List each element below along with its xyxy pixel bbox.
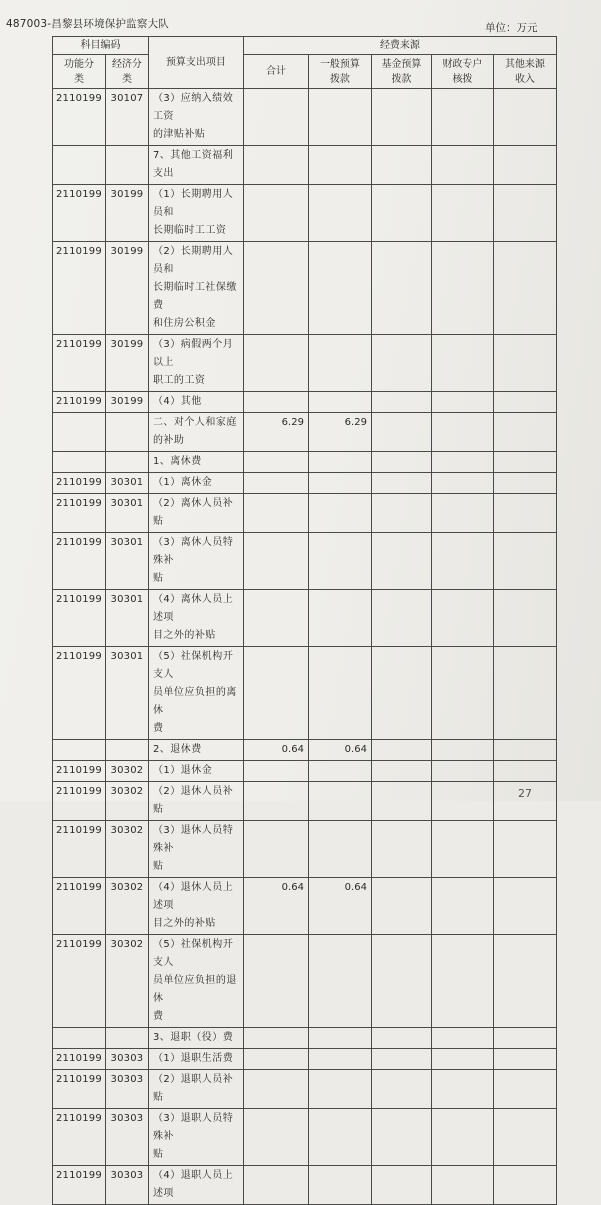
total-cell	[243, 782, 308, 821]
total-cell	[243, 533, 308, 590]
item-cell	[148, 761, 243, 782]
special-cell	[431, 533, 493, 590]
func-code-cell: 2110199	[53, 1109, 106, 1166]
item-cell	[148, 413, 243, 452]
item-line: （4）其他	[152, 396, 202, 407]
total-cell	[243, 452, 308, 473]
fund-cell	[371, 452, 431, 473]
general-cell: 6.29	[308, 413, 371, 452]
item-line: （1）退职生活费	[152, 1053, 234, 1064]
general-cell	[308, 821, 371, 878]
item-cell	[148, 878, 243, 935]
general-cell	[308, 494, 371, 533]
item-cell	[148, 473, 243, 494]
item-line: （3）应纳入绩效工资	[152, 93, 234, 122]
table-row	[53, 761, 557, 782]
table-row	[53, 89, 557, 146]
item-line: （3）退休人员特殊补	[152, 825, 234, 854]
special-cell	[431, 935, 493, 1028]
total-cell: 6.29	[243, 413, 308, 452]
item-line: 二、对个人和家庭	[152, 417, 237, 428]
other-cell	[493, 392, 556, 413]
table-row	[53, 533, 557, 590]
item-line: 员单位应负担的退休	[152, 975, 237, 1004]
general-cell	[308, 935, 371, 1028]
econ-code-cell: 30301	[105, 590, 148, 647]
special-cell	[431, 761, 493, 782]
econ-code-cell: 30199	[105, 185, 148, 242]
func-code-cell: 2110199	[53, 1049, 106, 1070]
econ-code-cell: 30303	[105, 1109, 148, 1166]
item-cell	[148, 1049, 243, 1070]
econ-code-cell: 30302	[105, 782, 148, 821]
econ-code-cell: 30303	[105, 1070, 148, 1109]
item-line: 2、退休费	[152, 744, 202, 755]
item-line: （2）长期聘用人员和	[152, 246, 234, 275]
other-cell	[493, 590, 556, 647]
general-cell	[308, 1109, 371, 1166]
general-cell	[308, 647, 371, 740]
special-cell	[431, 1166, 493, 1205]
total-cell	[243, 185, 308, 242]
item-line: 7、其他工资福利支出	[152, 150, 234, 179]
special-header: 财政专户 核拨	[431, 55, 493, 89]
general-cell: 0.64	[308, 740, 371, 761]
total-cell	[243, 242, 308, 335]
other-cell	[493, 242, 556, 335]
func-code-cell: 2110199	[53, 878, 106, 935]
special-cell	[431, 1049, 493, 1070]
table-row	[53, 1166, 557, 1205]
funding-source-header: 经费来源	[243, 37, 556, 55]
fund-cell	[371, 146, 431, 185]
general-cell	[308, 590, 371, 647]
total-cell	[243, 1049, 308, 1070]
fund-cell	[371, 590, 431, 647]
item-line: （2）退职人员补贴	[152, 1074, 234, 1103]
fund-cell	[371, 242, 431, 335]
econ-code-cell: 30301	[105, 473, 148, 494]
page-number: 27	[518, 787, 532, 800]
general-cell	[308, 1070, 371, 1109]
item-line: 的津贴补贴	[152, 129, 206, 140]
econ-code-cell	[105, 413, 148, 452]
func-header: 功能分 类	[53, 55, 106, 89]
fund-cell	[371, 740, 431, 761]
fund-cell	[371, 821, 431, 878]
func-code-cell: 2110199	[53, 242, 106, 335]
total-cell	[243, 89, 308, 146]
general-cell	[308, 392, 371, 413]
fund-cell	[371, 413, 431, 452]
item-line: 3、退职（役）费	[152, 1032, 234, 1043]
item-line: 目之外的补贴	[152, 630, 216, 641]
table-row	[53, 146, 557, 185]
econ-code-cell: 30302	[105, 935, 148, 1028]
fund-header: 基金预算 拨款	[371, 55, 431, 89]
other-cell	[493, 1166, 556, 1205]
general-header: 一般预算 拨款	[308, 55, 371, 89]
general-cell	[308, 452, 371, 473]
item-cell	[148, 494, 243, 533]
unit-label: 单位：万元	[485, 22, 538, 34]
item-cell	[148, 89, 243, 146]
econ-code-cell: 30303	[105, 1049, 148, 1070]
func-code-cell: 2110199	[53, 761, 106, 782]
econ-code-cell	[105, 146, 148, 185]
other-cell	[493, 740, 556, 761]
fund-cell	[371, 533, 431, 590]
fund-cell	[371, 878, 431, 935]
item-cell	[148, 782, 243, 821]
table-row	[53, 1028, 557, 1049]
special-cell	[431, 1109, 493, 1166]
item-line: （1）离休金	[152, 477, 213, 488]
special-cell	[431, 782, 493, 821]
table-row	[53, 335, 557, 392]
total-cell: 0.64	[243, 740, 308, 761]
item-line: 和住房公积金	[152, 318, 216, 329]
general-cell	[308, 146, 371, 185]
table-body	[53, 89, 557, 1205]
fund-cell	[371, 782, 431, 821]
total-cell	[243, 473, 308, 494]
func-code-cell: 2110199	[53, 335, 106, 392]
general-cell	[308, 533, 371, 590]
general-cell	[308, 782, 371, 821]
econ-code-cell: 30301	[105, 533, 148, 590]
item-line: 1、离休费	[152, 456, 202, 467]
other-cell	[493, 533, 556, 590]
other-cell	[493, 1070, 556, 1109]
econ-code-cell: 30199	[105, 242, 148, 335]
func-code-cell: 2110199	[53, 185, 106, 242]
econ-code-cell: 30301	[105, 494, 148, 533]
item-line: （2）退休人员补贴	[152, 786, 234, 815]
func-code-cell: 2110199	[53, 494, 106, 533]
econ-header: 经济分 类	[105, 55, 148, 89]
item-cell	[148, 935, 243, 1028]
fund-cell	[371, 185, 431, 242]
item-line: （1）退休金	[152, 765, 213, 776]
item-cell	[148, 821, 243, 878]
general-cell	[308, 761, 371, 782]
total-cell	[243, 935, 308, 1028]
general-cell: 0.64	[308, 878, 371, 935]
total-cell	[243, 392, 308, 413]
item-line: 职工的工资	[152, 375, 206, 386]
table-row	[53, 782, 557, 821]
func-code-cell	[53, 1028, 106, 1049]
item-cell	[148, 335, 243, 392]
econ-code-cell: 30302	[105, 878, 148, 935]
unit-name: 487003-昌黎县环境保护监察大队	[6, 18, 169, 30]
general-cell	[308, 1028, 371, 1049]
func-code-cell: 2110199	[53, 473, 106, 494]
econ-code-cell: 30199	[105, 335, 148, 392]
fund-cell	[371, 761, 431, 782]
other-cell	[493, 935, 556, 1028]
table-row	[53, 473, 557, 494]
item-line: 长期临时工工资	[152, 225, 227, 236]
total-cell	[243, 335, 308, 392]
item-line: （3）退职人员特殊补	[152, 1113, 234, 1142]
func-code-cell	[53, 740, 106, 761]
other-cell	[493, 1028, 556, 1049]
func-code-cell: 2110199	[53, 89, 106, 146]
item-line: （3）离休人员特殊补	[152, 537, 234, 566]
special-cell	[431, 1028, 493, 1049]
item-line: 费	[152, 1011, 164, 1022]
special-cell	[431, 89, 493, 146]
item-line: （4）离休人员上述项	[152, 594, 234, 623]
special-cell	[431, 473, 493, 494]
fund-cell	[371, 473, 431, 494]
budget-table	[52, 36, 557, 1205]
fund-cell	[371, 1028, 431, 1049]
other-cell	[493, 89, 556, 146]
table-row	[53, 1070, 557, 1109]
general-cell	[308, 89, 371, 146]
general-cell	[308, 1049, 371, 1070]
special-cell	[431, 452, 493, 473]
func-code-cell	[53, 452, 106, 473]
total-cell: 0.64	[243, 878, 308, 935]
table-row	[53, 185, 557, 242]
special-cell	[431, 242, 493, 335]
func-code-cell: 2110199	[53, 821, 106, 878]
other-cell	[493, 494, 556, 533]
general-cell	[308, 335, 371, 392]
item-cell	[148, 1166, 243, 1205]
total-cell	[243, 647, 308, 740]
econ-code-cell	[105, 452, 148, 473]
item-line: （1）长期聘用人员和	[152, 189, 234, 218]
fund-cell	[371, 1070, 431, 1109]
fund-cell	[371, 1109, 431, 1166]
table-row	[53, 878, 557, 935]
other-cell	[493, 473, 556, 494]
item-cell	[148, 452, 243, 473]
fund-cell	[371, 1166, 431, 1205]
item-header: 预算支出项目	[148, 37, 243, 89]
func-code-cell: 2110199	[53, 935, 106, 1028]
econ-code-cell: 30301	[105, 647, 148, 740]
table-row	[53, 590, 557, 647]
func-code-cell: 2110199	[53, 1166, 106, 1205]
table-row	[53, 935, 557, 1028]
item-cell	[148, 647, 243, 740]
special-cell	[431, 740, 493, 761]
table-header	[53, 37, 557, 89]
special-cell	[431, 590, 493, 647]
special-cell	[431, 413, 493, 452]
item-line: （5）社保机构开支人	[152, 939, 234, 968]
other-cell	[493, 146, 556, 185]
item-cell	[148, 1109, 243, 1166]
fund-cell	[371, 89, 431, 146]
item-line: 的补助	[152, 435, 185, 446]
func-code-cell	[53, 146, 106, 185]
item-line: （4）退休人员上述项	[152, 882, 234, 911]
other-cell	[493, 185, 556, 242]
func-code-cell: 2110199	[53, 1070, 106, 1109]
econ-code-cell: 30199	[105, 392, 148, 413]
econ-code-cell: 30302	[105, 821, 148, 878]
econ-code-cell: 30302	[105, 761, 148, 782]
econ-code-cell: 30303	[105, 1166, 148, 1205]
other-cell	[493, 452, 556, 473]
general-cell	[308, 1166, 371, 1205]
general-cell	[308, 185, 371, 242]
item-cell	[148, 146, 243, 185]
item-cell	[148, 533, 243, 590]
table-row	[53, 1049, 557, 1070]
other-cell	[493, 1109, 556, 1166]
other-cell	[493, 647, 556, 740]
fund-cell	[371, 392, 431, 413]
table-row	[53, 242, 557, 335]
item-cell	[148, 242, 243, 335]
item-line: 费	[152, 723, 164, 734]
table-row	[53, 452, 557, 473]
table-row	[53, 494, 557, 533]
total-cell	[243, 590, 308, 647]
subject-code-header: 科目编码	[53, 37, 149, 55]
other-cell	[493, 335, 556, 392]
table-row	[53, 647, 557, 740]
fund-cell	[371, 335, 431, 392]
other-cell	[493, 1049, 556, 1070]
other-header: 其他来源 收入	[493, 55, 556, 89]
econ-code-cell: 30107	[105, 89, 148, 146]
item-cell	[148, 740, 243, 761]
item-cell	[148, 1070, 243, 1109]
total-header: 合计	[243, 55, 308, 89]
special-cell	[431, 146, 493, 185]
fund-cell	[371, 647, 431, 740]
item-line: 长期临时工社保缴费	[152, 282, 237, 311]
fund-cell	[371, 494, 431, 533]
total-cell	[243, 494, 308, 533]
special-cell	[431, 335, 493, 392]
special-cell	[431, 1070, 493, 1109]
special-cell	[431, 878, 493, 935]
special-cell	[431, 185, 493, 242]
other-cell	[493, 821, 556, 878]
item-cell	[148, 1028, 243, 1049]
table-row	[53, 821, 557, 878]
table-row	[53, 413, 557, 452]
special-cell	[431, 647, 493, 740]
total-cell	[243, 1166, 308, 1205]
item-line: 贴	[152, 861, 164, 872]
total-cell	[243, 761, 308, 782]
special-cell	[431, 821, 493, 878]
special-cell	[431, 494, 493, 533]
item-line: 贴	[152, 573, 164, 584]
item-line: （4）退职人员上述项	[152, 1170, 234, 1199]
func-code-cell: 2110199	[53, 392, 106, 413]
general-cell	[308, 473, 371, 494]
item-line: （2）离休人员补贴	[152, 498, 234, 527]
econ-code-cell	[105, 1028, 148, 1049]
total-cell	[243, 821, 308, 878]
item-cell	[148, 590, 243, 647]
func-code-cell: 2110199	[53, 533, 106, 590]
total-cell	[243, 1028, 308, 1049]
item-line: （3）病假两个月以上	[152, 339, 234, 368]
total-cell	[243, 1070, 308, 1109]
general-cell	[308, 242, 371, 335]
func-code-cell	[53, 413, 106, 452]
func-code-cell: 2110199	[53, 590, 106, 647]
other-cell	[493, 761, 556, 782]
item-cell	[148, 185, 243, 242]
func-code-cell: 2110199	[53, 647, 106, 740]
func-code-cell: 2110199	[53, 782, 106, 821]
fund-cell	[371, 935, 431, 1028]
item-line: （5）社保机构开支人	[152, 651, 234, 680]
item-cell	[148, 392, 243, 413]
item-line: 目之外的补贴	[152, 918, 216, 929]
other-cell	[493, 878, 556, 935]
total-cell	[243, 146, 308, 185]
econ-code-cell	[105, 740, 148, 761]
other-cell	[493, 413, 556, 452]
fund-cell	[371, 1049, 431, 1070]
table-row	[53, 1109, 557, 1166]
table-row	[53, 392, 557, 413]
item-line: 贴	[152, 1149, 164, 1160]
total-cell	[243, 1109, 308, 1166]
special-cell	[431, 392, 493, 413]
item-line: 员单位应负担的离休	[152, 687, 237, 716]
table-row	[53, 740, 557, 761]
